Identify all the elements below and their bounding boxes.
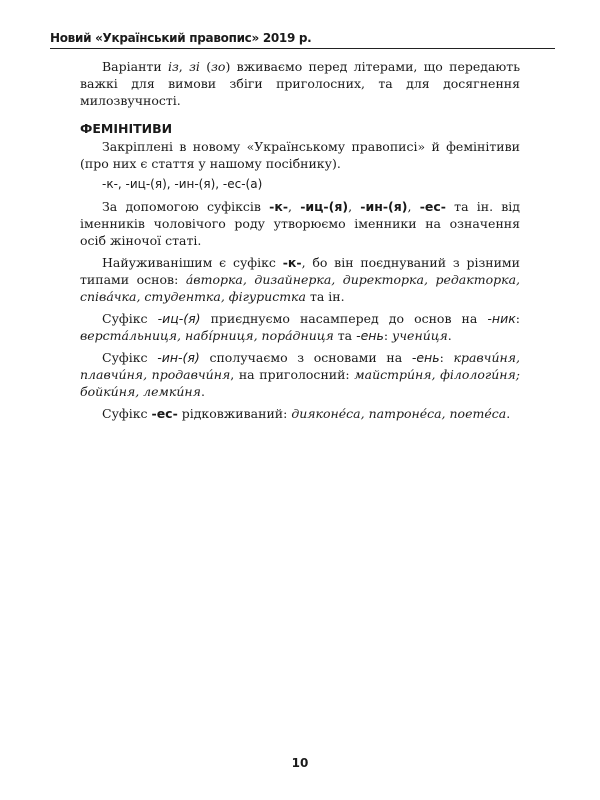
- suffix-yn-examples-en: кравчи́ня, плавчи́ня, продавчи́ня: [80, 350, 520, 382]
- page-content: [80, 58, 520, 422]
- header-rule: [50, 48, 555, 49]
- variant-zo: зо: [211, 59, 226, 74]
- section-title: ФЕМІНІТИВИ: [80, 121, 173, 136]
- suffix-es-paragraph: Суфікс -ес- рідковживаний: дияконе́са, патроне́са, поете́са.: [102, 406, 511, 421]
- suffixes-paragraph: За допомогою суфіксів -к-, -иц-(я), -ин-(я), -ес- та ін. від іменників чоловічого роду утворюємо іменники на означення осіб жіночої статі.: [80, 199, 520, 248]
- suffix-es-examples: дияконе́са, патроне́са, поете́са: [291, 406, 507, 421]
- suffix-k: -к-: [269, 199, 289, 214]
- suffix-yn: -ин-(я): [360, 199, 408, 214]
- suffix-k-paragraph: Найуживанішим є суфікс -к-, бо він поєднуваний з різними типами основ: а́вторка, дизайнерка, директорка, редакторка, співа́чка, студентка, фігуристка та ін.: [80, 255, 520, 304]
- suffix-yts-examples-nyk: верста́льниця, набі́рниця, пора́дниця: [80, 328, 334, 343]
- variant-iz: із: [167, 59, 179, 74]
- running-header: Новий «Український правопис» 2019 р.: [50, 31, 312, 45]
- section-intro-paragraph: Закріплені в новому «Українському правописі» й фемінітиви (про них є стаття у нашому посібнику).: [80, 139, 520, 171]
- suffix-yts-paragraph: Суфікс -иц-(я) приєднуємо насамперед до основ на -ник: верста́льниця, набі́рниця, пора́дниця та -ень: учени́ця.: [80, 311, 520, 343]
- suffix-es: -ес-: [419, 199, 446, 214]
- suffix-yn-examples-consonant: майстри́ня, філологи́ня; бойки́ня, лемки́ня: [80, 367, 520, 399]
- intro-paragraph: Варіанти із, зі (зо) вживаємо перед літерами, що передають важкі для вимови збіги приголосних, та для досягнення милозвучності.: [80, 59, 520, 108]
- suffix-yn-paragraph: Суфікс -ин-(я) сполучаємо з основами на -ень: кравчи́ня, плавчи́ня, продавчи́ня, на приголосний: майстри́ня, філологи́ня; бойки́ня, лемки́ня.: [80, 350, 520, 399]
- suffix-k-examples: а́вторка, дизайнерка, директорка, редакторка, співа́чка, студентка, фігуристка: [80, 272, 520, 304]
- suffix-yts-examples-en: учени́ця: [392, 328, 448, 343]
- page-number: 10: [291, 756, 309, 770]
- suffix-list: -к-, -иц-(я), -ин-(я), -ес-(а): [102, 177, 263, 191]
- variant-zi: зі: [189, 59, 200, 74]
- suffix-yts: -иц-(я): [300, 199, 349, 214]
